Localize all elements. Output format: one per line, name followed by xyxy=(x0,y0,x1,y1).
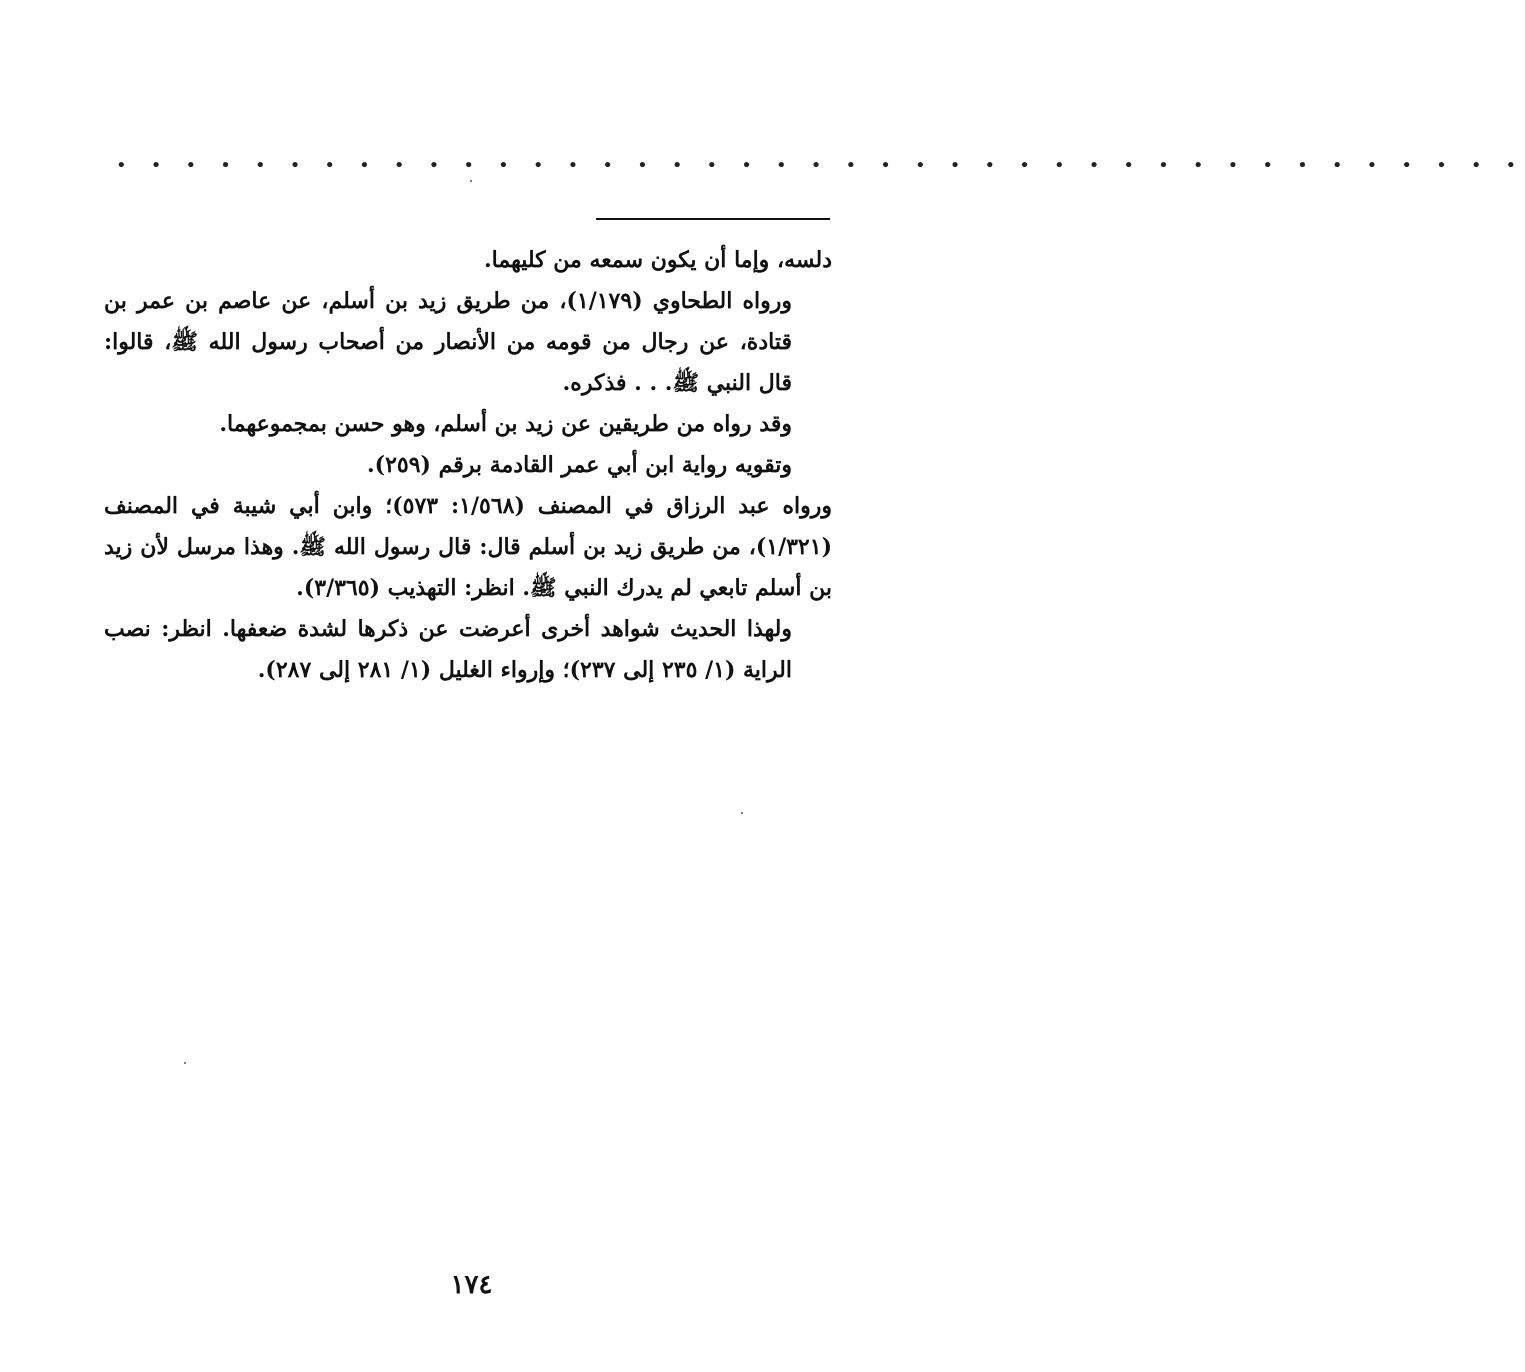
scan-speck xyxy=(470,180,472,182)
dotted-separator: • • • • • • • • • • • • • • • • • • • • • • • • • • • • • • • • • • • • • • • • • xyxy=(116,155,1525,176)
footnote-paragraph: دلسه، وإما أن يكون سمعه من كليهما. xyxy=(484,247,832,273)
footnote-block xyxy=(104,240,832,691)
footnote-rule xyxy=(596,218,830,220)
footnote-paragraph: ورواه الطحاوي (١/١٧٩)، من طريق زيد بن أسلم، عن عاصم بن عمر بن قتادة، عن رجال من قومه من الأنصار من أصحاب رسول الله ﷺ، قالوا: قال النبي ﷺ. . . فذكره. xyxy=(104,288,792,396)
footnote-paragraph: وتقويه رواية ابن أبي عمر القادمة برقم (٢٥٩). xyxy=(367,452,792,478)
footnote-paragraph: ولهذا الحديث شواهد أخرى أعرضت عن ذكرها لشدة ضعفها. انظر: نصب الراية (١/ ٢٣٥ إلى ٢٣٧)؛ وإرواء الغليل (١/ ٢٨١ إلى ٢٨٧). xyxy=(104,616,792,683)
scan-speck xyxy=(184,1062,186,1064)
scan-speck xyxy=(741,812,743,814)
footnote-paragraph: ورواه عبد الرزاق في المصنف (١/٥٦٨: ٥٧٣)؛ وابن أبي شيبة في المصنف (١/٣٢١)، من طريق زيد بن أسلم قال: قال رسول الله ﷺ. وهذا مرسل لأن زيد بن أسلم تابعي لم يدرك النبي ﷺ. انظر: التهذيب (٣/٣٦٥). xyxy=(104,493,833,601)
page-number: ١٧٤ xyxy=(450,1270,493,1300)
footnote-paragraph: وقد رواه من طريقين عن زيد بن أسلم، وهو حسن بمجموعهما. xyxy=(219,411,792,437)
